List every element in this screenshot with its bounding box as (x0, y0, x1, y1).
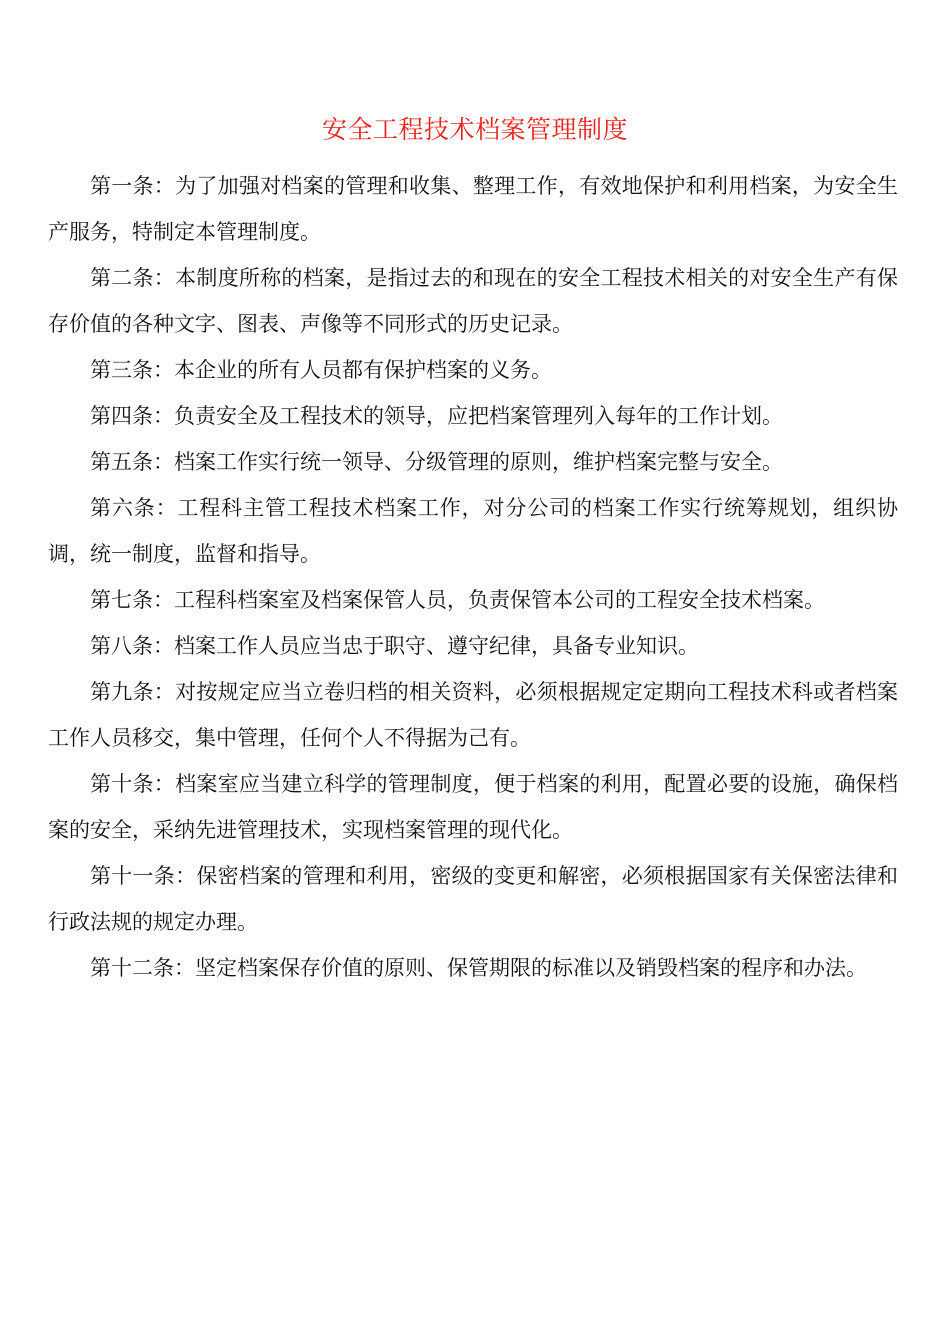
article-12: 第十二条：坚定档案保存价值的原则、保管期限的标准以及销毁档案的程序和办法。 (90, 956, 867, 980)
article-7: 第七条：工程科档案室及档案保管人员，负责保管本公司的工程安全技术档案。 (90, 588, 825, 612)
article-9: 第九条：对按规定应当立卷归档的相关资料，必须根据规定定期向工程技术科或者档案工作人员移交，集中管理，任何个人不得据为己有。 (48, 680, 898, 750)
article-10: 第十条：档案室应当建立科学的管理制度，便于档案的利用，配置必要的设施，确保档案的安全，采纳先进管理技术，实现档案管理的现代化。 (48, 772, 898, 842)
article-2: 第二条：本制度所称的档案，是指过去的和现在的安全工程技术相关的对安全生产有保存价值的各种文字、图表、声像等不同形式的历史记录。 (48, 266, 898, 336)
document-title: 安全工程技术档案管理制度 (321, 115, 628, 144)
article-11: 第十一条：保密档案的管理和利用，密级的变更和解密，必须根据国家有关保密法律和行政法规的规定办理。 (48, 864, 898, 934)
document-body (48, 163, 898, 991)
article-5: 第五条：档案工作实行统一领导、分级管理的原则，维护档案完整与安全。 (90, 450, 783, 474)
article-6: 第六条：工程科主管工程技术档案工作，对分公司的档案工作实行统筹规划，组织协调，统一制度，监督和指导。 (48, 496, 898, 566)
article-8: 第八条：档案工作人员应当忠于职守、遵守纪律，具备专业知识。 (90, 634, 699, 658)
article-4: 第四条：负责安全及工程技术的领导，应把档案管理列入每年的工作计划。 (90, 404, 783, 428)
article-1: 第一条：为了加强对档案的管理和收集、整理工作，有效地保护和利用档案，为安全生产服务，特制定本管理制度。 (48, 174, 898, 244)
article-3: 第三条：本企业的所有人员都有保护档案的义务。 (90, 358, 552, 382)
